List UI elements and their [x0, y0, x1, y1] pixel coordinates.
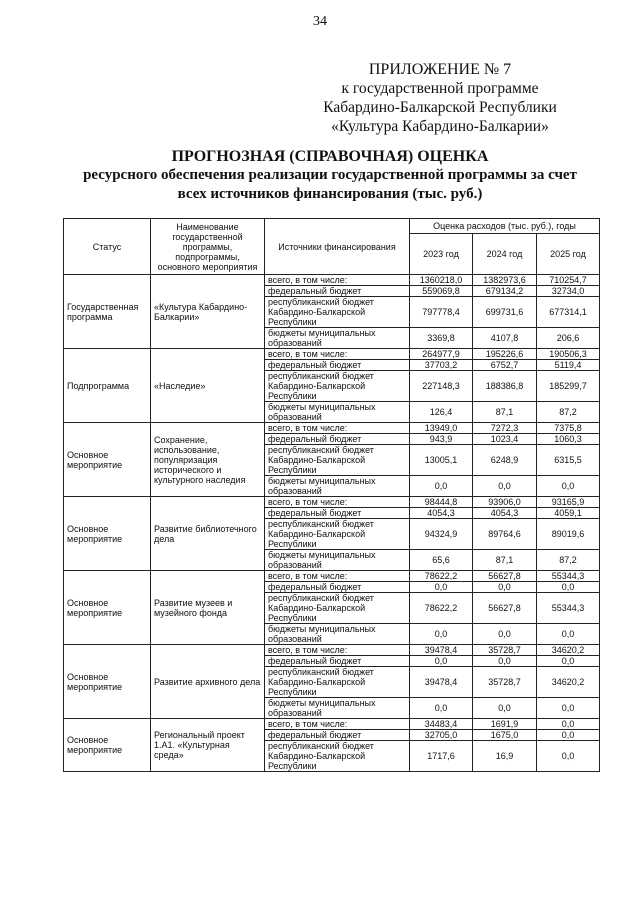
amount-cell: 89019,6 — [537, 519, 600, 550]
amount-cell: 34620,2 — [537, 645, 600, 656]
table-body — [64, 275, 600, 772]
funding-source: республиканский бюджет Кабардино-Балкарской Республики — [265, 741, 410, 772]
funding-source: всего, в том числе: — [265, 571, 410, 582]
heading-title: ПРОГНОЗНАЯ (СПРАВОЧНАЯ) ОЦЕНКА — [171, 148, 489, 165]
header-year: 2025 год — [537, 234, 600, 275]
amount-cell: 0,0 — [473, 698, 537, 719]
amount-cell: 7375,8 — [537, 423, 600, 434]
appendix-line: к государственной программе — [341, 80, 539, 97]
amount-cell: 0,0 — [537, 656, 600, 667]
header-status: Статус — [64, 219, 151, 275]
funding-source: федеральный бюджет — [265, 730, 410, 741]
amount-cell: 0,0 — [410, 476, 473, 497]
amount-cell: 89764,6 — [473, 519, 537, 550]
amount-cell: 7272,3 — [473, 423, 537, 434]
amount-cell: 98444,8 — [410, 497, 473, 508]
table-row — [64, 645, 600, 656]
amount-cell: 1717,6 — [410, 741, 473, 772]
amount-cell: 0,0 — [537, 719, 600, 730]
table-row — [64, 719, 600, 730]
amount-cell: 34483,4 — [410, 719, 473, 730]
funding-source: всего, в том числе: — [265, 275, 410, 286]
funding-source: бюджеты муниципальных образований — [265, 698, 410, 719]
amount-cell: 13005,1 — [410, 445, 473, 476]
funding-source: федеральный бюджет — [265, 656, 410, 667]
funding-source: бюджеты муниципальных образований — [265, 550, 410, 571]
funding-source: республиканский бюджет Кабардино-Балкарской Республики — [265, 519, 410, 550]
amount-cell: 16,9 — [473, 741, 537, 772]
funding-source: республиканский бюджет Кабардино-Балкарской Республики — [265, 667, 410, 698]
amount-cell: 56627,8 — [473, 571, 537, 582]
row-status: Основное мероприятие — [64, 719, 151, 772]
amount-cell: 0,0 — [537, 582, 600, 593]
funding-source: республиканский бюджет Кабардино-Балкарской Республики — [265, 445, 410, 476]
amount-cell: 0,0 — [537, 698, 600, 719]
funding-source: федеральный бюджет — [265, 508, 410, 519]
amount-cell: 4107,8 — [473, 328, 537, 349]
appendix-title: ПРИЛОЖЕНИЕ № 7 — [368, 61, 512, 78]
amount-cell: 39478,4 — [410, 645, 473, 656]
amount-cell: 34620,2 — [537, 667, 600, 698]
amount-cell: 56627,8 — [473, 593, 537, 624]
amount-cell: 78622,2 — [410, 593, 473, 624]
row-status: Государственная программа — [64, 275, 151, 349]
amount-cell: 710254,7 — [537, 275, 600, 286]
heading-subtitle: всех источников финансирования (тыс. руб.) — [177, 186, 483, 202]
amount-cell: 188386,8 — [473, 371, 537, 402]
amount-cell: 677314,1 — [537, 297, 600, 328]
amount-cell: 94324,9 — [410, 519, 473, 550]
amount-cell: 1691,9 — [473, 719, 537, 730]
amount-cell: 0,0 — [537, 730, 600, 741]
document-heading — [60, 147, 600, 204]
amount-cell: 6315,5 — [537, 445, 600, 476]
appendix-line: Кабардино-Балкарской Республики — [323, 99, 557, 116]
amount-cell: 93165,9 — [537, 497, 600, 508]
amount-cell: 6248,9 — [473, 445, 537, 476]
amount-cell: 13949,0 — [410, 423, 473, 434]
amount-cell: 0,0 — [410, 656, 473, 667]
funding-table — [63, 218, 600, 772]
amount-cell: 1023,4 — [473, 434, 537, 445]
row-status: Основное мероприятие — [64, 571, 151, 645]
page-number: 34 — [313, 14, 327, 29]
amount-cell: 37703,2 — [410, 360, 473, 371]
amount-cell: 1060,3 — [537, 434, 600, 445]
row-status: Подпрограмма — [64, 349, 151, 423]
appendix-line: «Культура Кабардино-Балкарии» — [331, 118, 549, 135]
amount-cell: 35728,7 — [473, 645, 537, 656]
row-program-name: Региональный проект 1.А1. «Культурная среда» — [151, 719, 265, 772]
appendix-block — [290, 60, 590, 136]
amount-cell: 227148,3 — [410, 371, 473, 402]
amount-cell: 559069,8 — [410, 286, 473, 297]
amount-cell: 206,6 — [537, 328, 600, 349]
amount-cell: 185299,7 — [537, 371, 600, 402]
amount-cell: 126,4 — [410, 402, 473, 423]
row-status: Основное мероприятие — [64, 645, 151, 719]
amount-cell: 4054,3 — [473, 508, 537, 519]
amount-cell: 55344,3 — [537, 571, 600, 582]
table-row — [64, 275, 600, 286]
funding-source: бюджеты муниципальных образований — [265, 624, 410, 645]
funding-source: федеральный бюджет — [265, 286, 410, 297]
amount-cell: 195226,6 — [473, 349, 537, 360]
amount-cell: 5119,4 — [537, 360, 600, 371]
table-row — [64, 423, 600, 434]
funding-source: федеральный бюджет — [265, 434, 410, 445]
header-year: 2023 год — [410, 234, 473, 275]
amount-cell: 78622,2 — [410, 571, 473, 582]
amount-cell: 0,0 — [410, 698, 473, 719]
funding-source: бюджеты муниципальных образований — [265, 476, 410, 497]
header-estimate: Оценка расходов (тыс. руб.), годы — [410, 219, 600, 234]
amount-cell: 32734,0 — [537, 286, 600, 297]
amount-cell: 1382973,6 — [473, 275, 537, 286]
amount-cell: 87,2 — [537, 402, 600, 423]
amount-cell: 190506,3 — [537, 349, 600, 360]
amount-cell: 0,0 — [473, 624, 537, 645]
amount-cell: 93906,0 — [473, 497, 537, 508]
row-program-name: Развитие библиотечного дела — [151, 497, 265, 571]
table-row — [64, 497, 600, 508]
amount-cell: 943,9 — [410, 434, 473, 445]
funding-source: федеральный бюджет — [265, 360, 410, 371]
amount-cell: 0,0 — [537, 476, 600, 497]
amount-cell: 32705,0 — [410, 730, 473, 741]
amount-cell: 39478,4 — [410, 667, 473, 698]
amount-cell: 0,0 — [473, 582, 537, 593]
funding-source: республиканский бюджет Кабардино-Балкарской Республики — [265, 297, 410, 328]
amount-cell: 4054,3 — [410, 508, 473, 519]
amount-cell: 0,0 — [410, 582, 473, 593]
amount-cell: 0,0 — [537, 624, 600, 645]
funding-source: федеральный бюджет — [265, 582, 410, 593]
row-program-name: Сохранение, использование, популяризация исторического и культурного наследия — [151, 423, 265, 497]
row-program-name: Развитие музеев и музейного фонда — [151, 571, 265, 645]
amount-cell: 4059,1 — [537, 508, 600, 519]
funding-source: бюджеты муниципальных образований — [265, 402, 410, 423]
amount-cell: 797778,4 — [410, 297, 473, 328]
funding-source: всего, в том числе: — [265, 719, 410, 730]
funding-source: бюджеты муниципальных образований — [265, 328, 410, 349]
row-program-name: «Наследие» — [151, 349, 265, 423]
amount-cell: 0,0 — [410, 624, 473, 645]
amount-cell: 0,0 — [473, 476, 537, 497]
amount-cell: 1360218,0 — [410, 275, 473, 286]
funding-source: всего, в том числе: — [265, 423, 410, 434]
funding-source: республиканский бюджет Кабардино-Балкарской Республики — [265, 593, 410, 624]
amount-cell: 699731,6 — [473, 297, 537, 328]
heading-subtitle: ресурсного обеспечения реализации государственной программы за счет — [83, 167, 577, 183]
amount-cell: 1675,0 — [473, 730, 537, 741]
amount-cell: 679134,2 — [473, 286, 537, 297]
amount-cell: 0,0 — [537, 741, 600, 772]
amount-cell: 6752,7 — [473, 360, 537, 371]
table-row — [64, 349, 600, 360]
header-name: Наименование государственной программы, подпрограммы, основного мероприятия — [151, 219, 265, 275]
row-program-name: «Культура Кабардино-Балкарии» — [151, 275, 265, 349]
amount-cell: 3369,8 — [410, 328, 473, 349]
funding-source: всего, в том числе: — [265, 645, 410, 656]
table-header-row — [64, 219, 600, 234]
table-row — [64, 571, 600, 582]
funding-source: республиканский бюджет Кабардино-Балкарской Республики — [265, 371, 410, 402]
amount-cell: 35728,7 — [473, 667, 537, 698]
funding-source: всего, в том числе: — [265, 497, 410, 508]
amount-cell: 55344,3 — [537, 593, 600, 624]
amount-cell: 87,1 — [473, 402, 537, 423]
amount-cell: 87,2 — [537, 550, 600, 571]
header-year: 2024 год — [473, 234, 537, 275]
amount-cell: 87,1 — [473, 550, 537, 571]
amount-cell: 0,0 — [473, 656, 537, 667]
amount-cell: 65,6 — [410, 550, 473, 571]
header-sources: Источники финансирования — [265, 219, 410, 275]
row-program-name: Развитие архивного дела — [151, 645, 265, 719]
row-status: Основное мероприятие — [64, 497, 151, 571]
funding-source: всего, в том числе: — [265, 349, 410, 360]
row-status: Основное мероприятие — [64, 423, 151, 497]
amount-cell: 264977,9 — [410, 349, 473, 360]
